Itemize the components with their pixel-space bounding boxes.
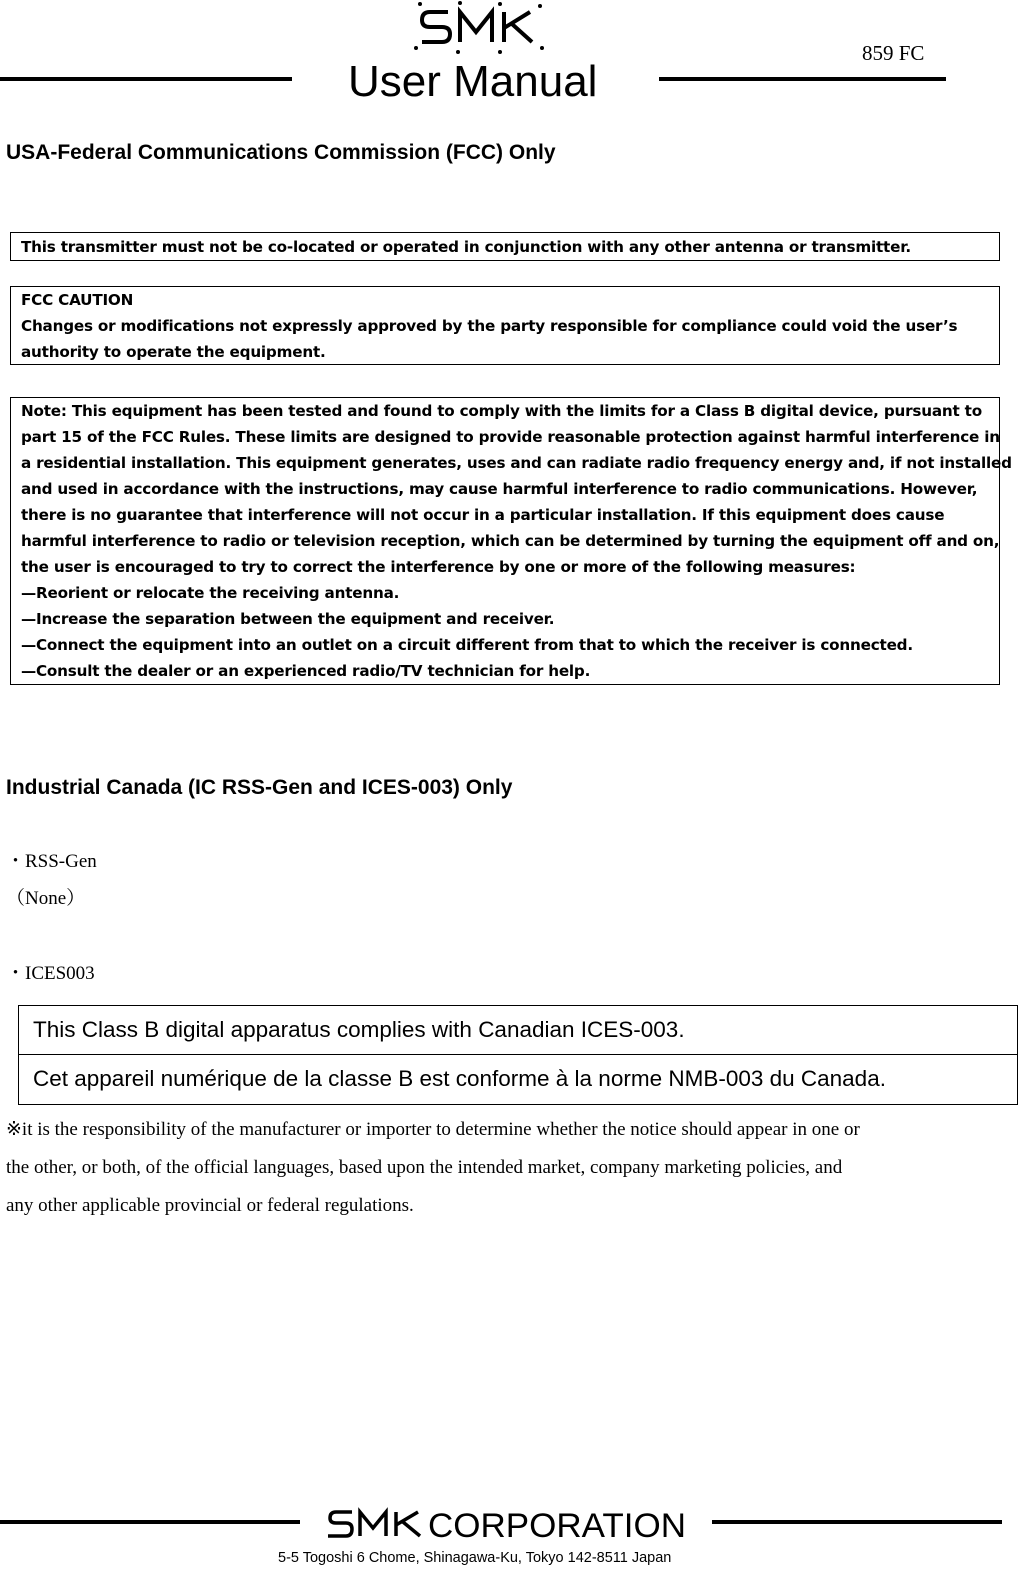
fcc-caution-box bbox=[10, 286, 1000, 365]
responsibility-line: ※it is the responsibility of the manufacturer or importer to determine whether the notice should appear in one or bbox=[6, 1119, 860, 1140]
colocation-notice-box bbox=[10, 232, 1000, 261]
fcc-caution-line: authority to operate the equipment. bbox=[21, 343, 326, 361]
faint-artifact-line bbox=[52, 279, 288, 283]
rss-gen-value: （None） bbox=[6, 888, 86, 909]
fcc-measure-item: —Connect the equipment into an outlet on a circuit different from that to which the receiver is connected. bbox=[21, 636, 913, 654]
fcc-measure-item: —Reorient or relocate the receiving antenna. bbox=[21, 584, 400, 602]
fcc-note-box bbox=[10, 397, 1012, 685]
company-address: 5-5 Togoshi 6 Chome, Shinagawa-Ku, Tokyo 142-8511 Japan bbox=[278, 1550, 672, 1566]
fcc-note-line: part 15 of the FCC Rules. These limits are designed to provide reasonable protection against harmful interference in bbox=[21, 428, 1000, 446]
fcc-note-line: Note: This equipment has been tested and found to comply with the limits for a Class B digital device, pursuant to bbox=[21, 402, 982, 420]
footer-rule-left bbox=[0, 1520, 300, 1524]
document-title: User Manual bbox=[348, 57, 598, 106]
colocation-notice-text: This transmitter must not be co-located or operated in conjunction with any other antenna or transmitter. bbox=[21, 238, 911, 256]
fcc-heading: USA-Federal Communications Commission (FCC) Only bbox=[6, 141, 556, 164]
svg-text:CORPORATION: CORPORATION bbox=[428, 1507, 686, 1542]
smk-corporation-logo bbox=[326, 1506, 688, 1542]
header-rule-right bbox=[659, 77, 946, 81]
fcc-note-line: the user is encouraged to try to correct the interference by one or more of the following measures: bbox=[21, 558, 856, 576]
fcc-measure-item: —Increase the separation between the equipment and receiver. bbox=[21, 610, 555, 628]
ices-statement-french: Cet appareil numérique de la classe B est conforme à la norme NMB-003 du Canada. bbox=[19, 1054, 1017, 1103]
ices-statement-english: This Class B digital apparatus complies with Canadian ICES-003. bbox=[33, 1017, 685, 1042]
footer-rule-right bbox=[712, 1520, 1002, 1524]
fcc-note-line: there is no guarantee that interference will not occur in a particular installation. If this equipment does cause bbox=[21, 506, 945, 524]
fcc-measure-item: —Consult the dealer or an experienced radio/TV technician for help. bbox=[21, 662, 591, 680]
fcc-note-line: and used in accordance with the instructions, may cause harmful interference to radio communications. However, bbox=[21, 480, 978, 498]
ic-heading: Industrial Canada (IC RSS-Gen and ICES-003) Only bbox=[6, 776, 513, 799]
document-code: 859 FC bbox=[862, 41, 925, 65]
fcc-note-line: harmful interference to radio or television reception, which can be determined by turning the equipment off and on, bbox=[21, 532, 1000, 550]
responsibility-note bbox=[6, 1111, 1018, 1225]
rss-gen-label: ・RSS-Gen bbox=[6, 851, 97, 872]
header-rule-left bbox=[0, 77, 292, 81]
responsibility-line: the other, or both, of the official languages, based upon the intended market, company marketing policies, and bbox=[6, 1157, 843, 1178]
smk-logo bbox=[408, 0, 548, 56]
ices003-label: ・ICES003 bbox=[6, 963, 95, 984]
fcc-caution-line: Changes or modifications not expressly approved by the party responsible for compliance could void the user’s bbox=[21, 317, 958, 335]
fcc-note-line: a residential installation. This equipment generates, uses and can radiate radio frequency energy and, if not installed bbox=[21, 454, 1012, 472]
ices-statement-table bbox=[18, 1005, 1018, 1105]
fcc-caution-title: FCC CAUTION bbox=[21, 291, 134, 309]
responsibility-line: any other applicable provincial or federal regulations. bbox=[6, 1195, 414, 1216]
